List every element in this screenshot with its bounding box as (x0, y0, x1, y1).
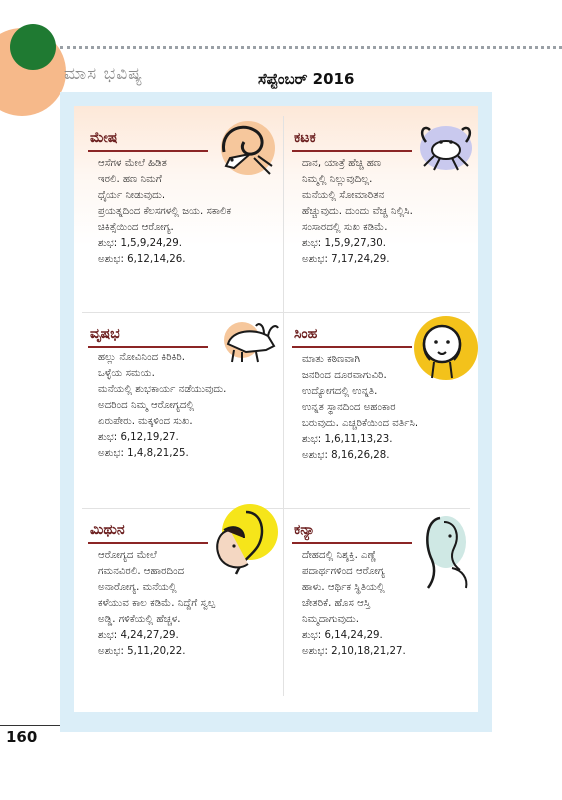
sign-card-vrishabha (80, 312, 276, 502)
sign-text-line: ಆರೋಗ್ಯದ ಮೇಲೆ (98, 550, 157, 561)
unlucky-dates: ಅಶುಭ: 5,11,20,22. (98, 646, 186, 657)
sign-text-line: ಆಸೆಗಳ ಮೇಲೆ ಹಿಡಿತ (98, 158, 167, 169)
sign-text-line: ಮಾತು ಕಠಿಣವಾಗಿ (302, 354, 361, 365)
green-decor-circle (10, 24, 56, 70)
sign-name: ಮೇಷ (90, 130, 118, 146)
unlucky-dates: ಅಶುಭ: 2,10,18,21,27. (302, 646, 406, 657)
sign-text-line: ಅನಾರೋಗ್ಯ. ಮನೆಯಲ್ಲಿ (98, 582, 177, 593)
sign-text-line: ನಿಮ್ಮಲ್ಲಿ ನಿಲ್ಲುವುದಿಲ್ಲ. (302, 174, 373, 185)
sign-text-line: ಅಡ್ಡಿ. ಗಳಿಕೆಯಲ್ಲಿ ಹೆಚ್ಚಳ. (98, 614, 181, 625)
sign-text-line: ಚೇತರಿಕೆ. ಹೊಸ ಆಸ್ತಿ (302, 598, 371, 609)
sign-underline (88, 346, 208, 348)
sign-text-line: ದೇಹದಲ್ಲಿ ನಿಶ್ಶಕ್ತಿ. ಎಣ್ಣೆ (302, 550, 377, 561)
sign-text-line: ಉನ್ನತ ಸ್ಥಾನದಿಂದ ಅಹಂಕಾರ (302, 402, 396, 413)
sign-card-simha (284, 312, 480, 502)
sign-text-line: ಕಳೆಯುವ ಕಾಲ ಕಡಿಮೆ. ನಿದ್ದೆಗೆ ಸ್ವಲ್ಪ (98, 598, 216, 609)
sign-name: ಸಿಂಹ (294, 326, 318, 342)
sign-card-kanya (284, 508, 480, 698)
page-number: 160 (6, 728, 38, 746)
sign-text-line: ಚಿಕಿತ್ಸೆಯಿಂದ ಆರೋಗ್ಯ. (98, 222, 174, 233)
sign-text-line: ಅದರಿಂದ ನಿಮ್ಮ ಆರೋಗ್ಯದಲ್ಲಿ (98, 400, 195, 411)
sign-text-line: ಧೈರ್ಯ ನೀಡುವುದು. (98, 190, 166, 201)
sign-text-line: ಏರುಪೇರು. ಮಕ್ಕಳಿಂದ ಸುಖ. (98, 416, 193, 427)
sign-text-line: ನಿಮ್ಮದಾಗುವುದು. (302, 614, 360, 625)
sign-text-line: ಜನರಿಂದ ದೂರವಾಗುವಿರಿ. (302, 370, 387, 381)
sign-text-line: ದಾನ, ಯಾತ್ರೆ ಹೆಚ್ಚಿ ಹಣ (302, 158, 382, 169)
sign-text-line: ಬರುವುದು. ಎಚ್ಚರಿಕೆಯಿಂದ ವರ್ತಿಸಿ. (302, 418, 419, 429)
unlucky-dates: ಅಶುಭ: 7,17,24,29. (302, 254, 390, 265)
sign-text-line: ಸಂಸಾರದಲ್ಲಿ ಸುಖ ಕಡಿಮೆ. (302, 222, 388, 233)
sign-card-kataka (284, 116, 480, 306)
sign-text-line: ಮನೆಯಲ್ಲಿ ಶುಭಕಾರ್ಯ ನಡೆಯುವುದು. (98, 384, 227, 395)
sign-underline (292, 542, 412, 544)
sign-card-mithuna (80, 508, 276, 698)
sign-name: ಮಿಥುನ (90, 522, 125, 538)
lucky-dates: ಶುಭ: 4,24,27,29. (98, 630, 179, 641)
sign-text-line: ಹೆಚ್ಚುವುದು. ದುಂದು ವೆಚ್ಚ ನಿಲ್ಲಿಸಿ. (302, 206, 413, 217)
sign-name: ಕಟಕ (294, 130, 316, 146)
dotted-header-rule (60, 46, 562, 49)
lucky-dates: ಶುಭ: 1,6,11,13,23. (302, 434, 393, 445)
sign-name: ವೃಷಭ (90, 326, 120, 342)
month-title: ಸೆಪ್ಟೆಂಬರ್ 2016 (258, 70, 355, 88)
sign-underline (88, 150, 208, 152)
sign-text-line: ಇರಲಿ. ಹಣ ನಿಮಗೆ (98, 174, 162, 185)
sign-text-line: ಹಲ್ಲು ನೋವಿನಿಂದ ಕಿರಿಕಿರಿ. (98, 352, 185, 363)
lucky-dates: ಶುಭ: 1,5,9,27,30. (302, 238, 387, 249)
sign-text-line: ಉದ್ಯೋಗದಲ್ಲಿ ಉನ್ನತಿ. (302, 386, 378, 397)
unlucky-dates: ಅಶುಭ: 6,12,14,26. (98, 254, 186, 265)
sign-text-line: ಪದಾರ್ಥಗಳಿಂದ ಆರೋಗ್ಯ (302, 566, 385, 577)
sign-text-line: ಹಾಳು. ಆರ್ಥಿಕ ಸ್ಥಿತಿಯಲ್ಲಿ (302, 582, 385, 593)
section-title: ಮಾಸ ಭವಿಷ್ಯ (64, 64, 144, 84)
sign-text-line: ಒಳ್ಳೆಯ ಸಮಯ. (98, 368, 155, 379)
sign-text-line: ಮನೆಯಲ್ಲಿ ಸೋಮಾರಿತನ (302, 190, 385, 201)
lucky-dates: ಶುಭ: 1,5,9,24,29. (98, 238, 183, 249)
sign-underline (292, 150, 412, 152)
unlucky-dates: ಅಶುಭ: 8,16,26,28. (302, 450, 390, 461)
sign-card-mesha (80, 116, 276, 306)
sign-text-line: ಗಮನವಿರಲಿ. ಆಹಾರದಿಂದ (98, 566, 185, 577)
sign-underline (292, 346, 412, 348)
page-number-rule (0, 725, 60, 726)
sign-name: ಕನ್ಯಾ (294, 522, 315, 538)
unlucky-dates: ಅಶುಭ: 1,4,8,21,25. (98, 448, 189, 459)
sign-underline (88, 542, 208, 544)
lucky-dates: ಶುಭ: 6,14,24,29. (302, 630, 383, 641)
lucky-dates: ಶುಭ: 6,12,19,27. (98, 432, 179, 443)
sign-text-line: ಪ್ರಯತ್ನದಿಂದ ಕೆಲಸಗಳಲ್ಲಿ ಜಯ. ಸಕಾಲಿಕ (98, 206, 232, 217)
